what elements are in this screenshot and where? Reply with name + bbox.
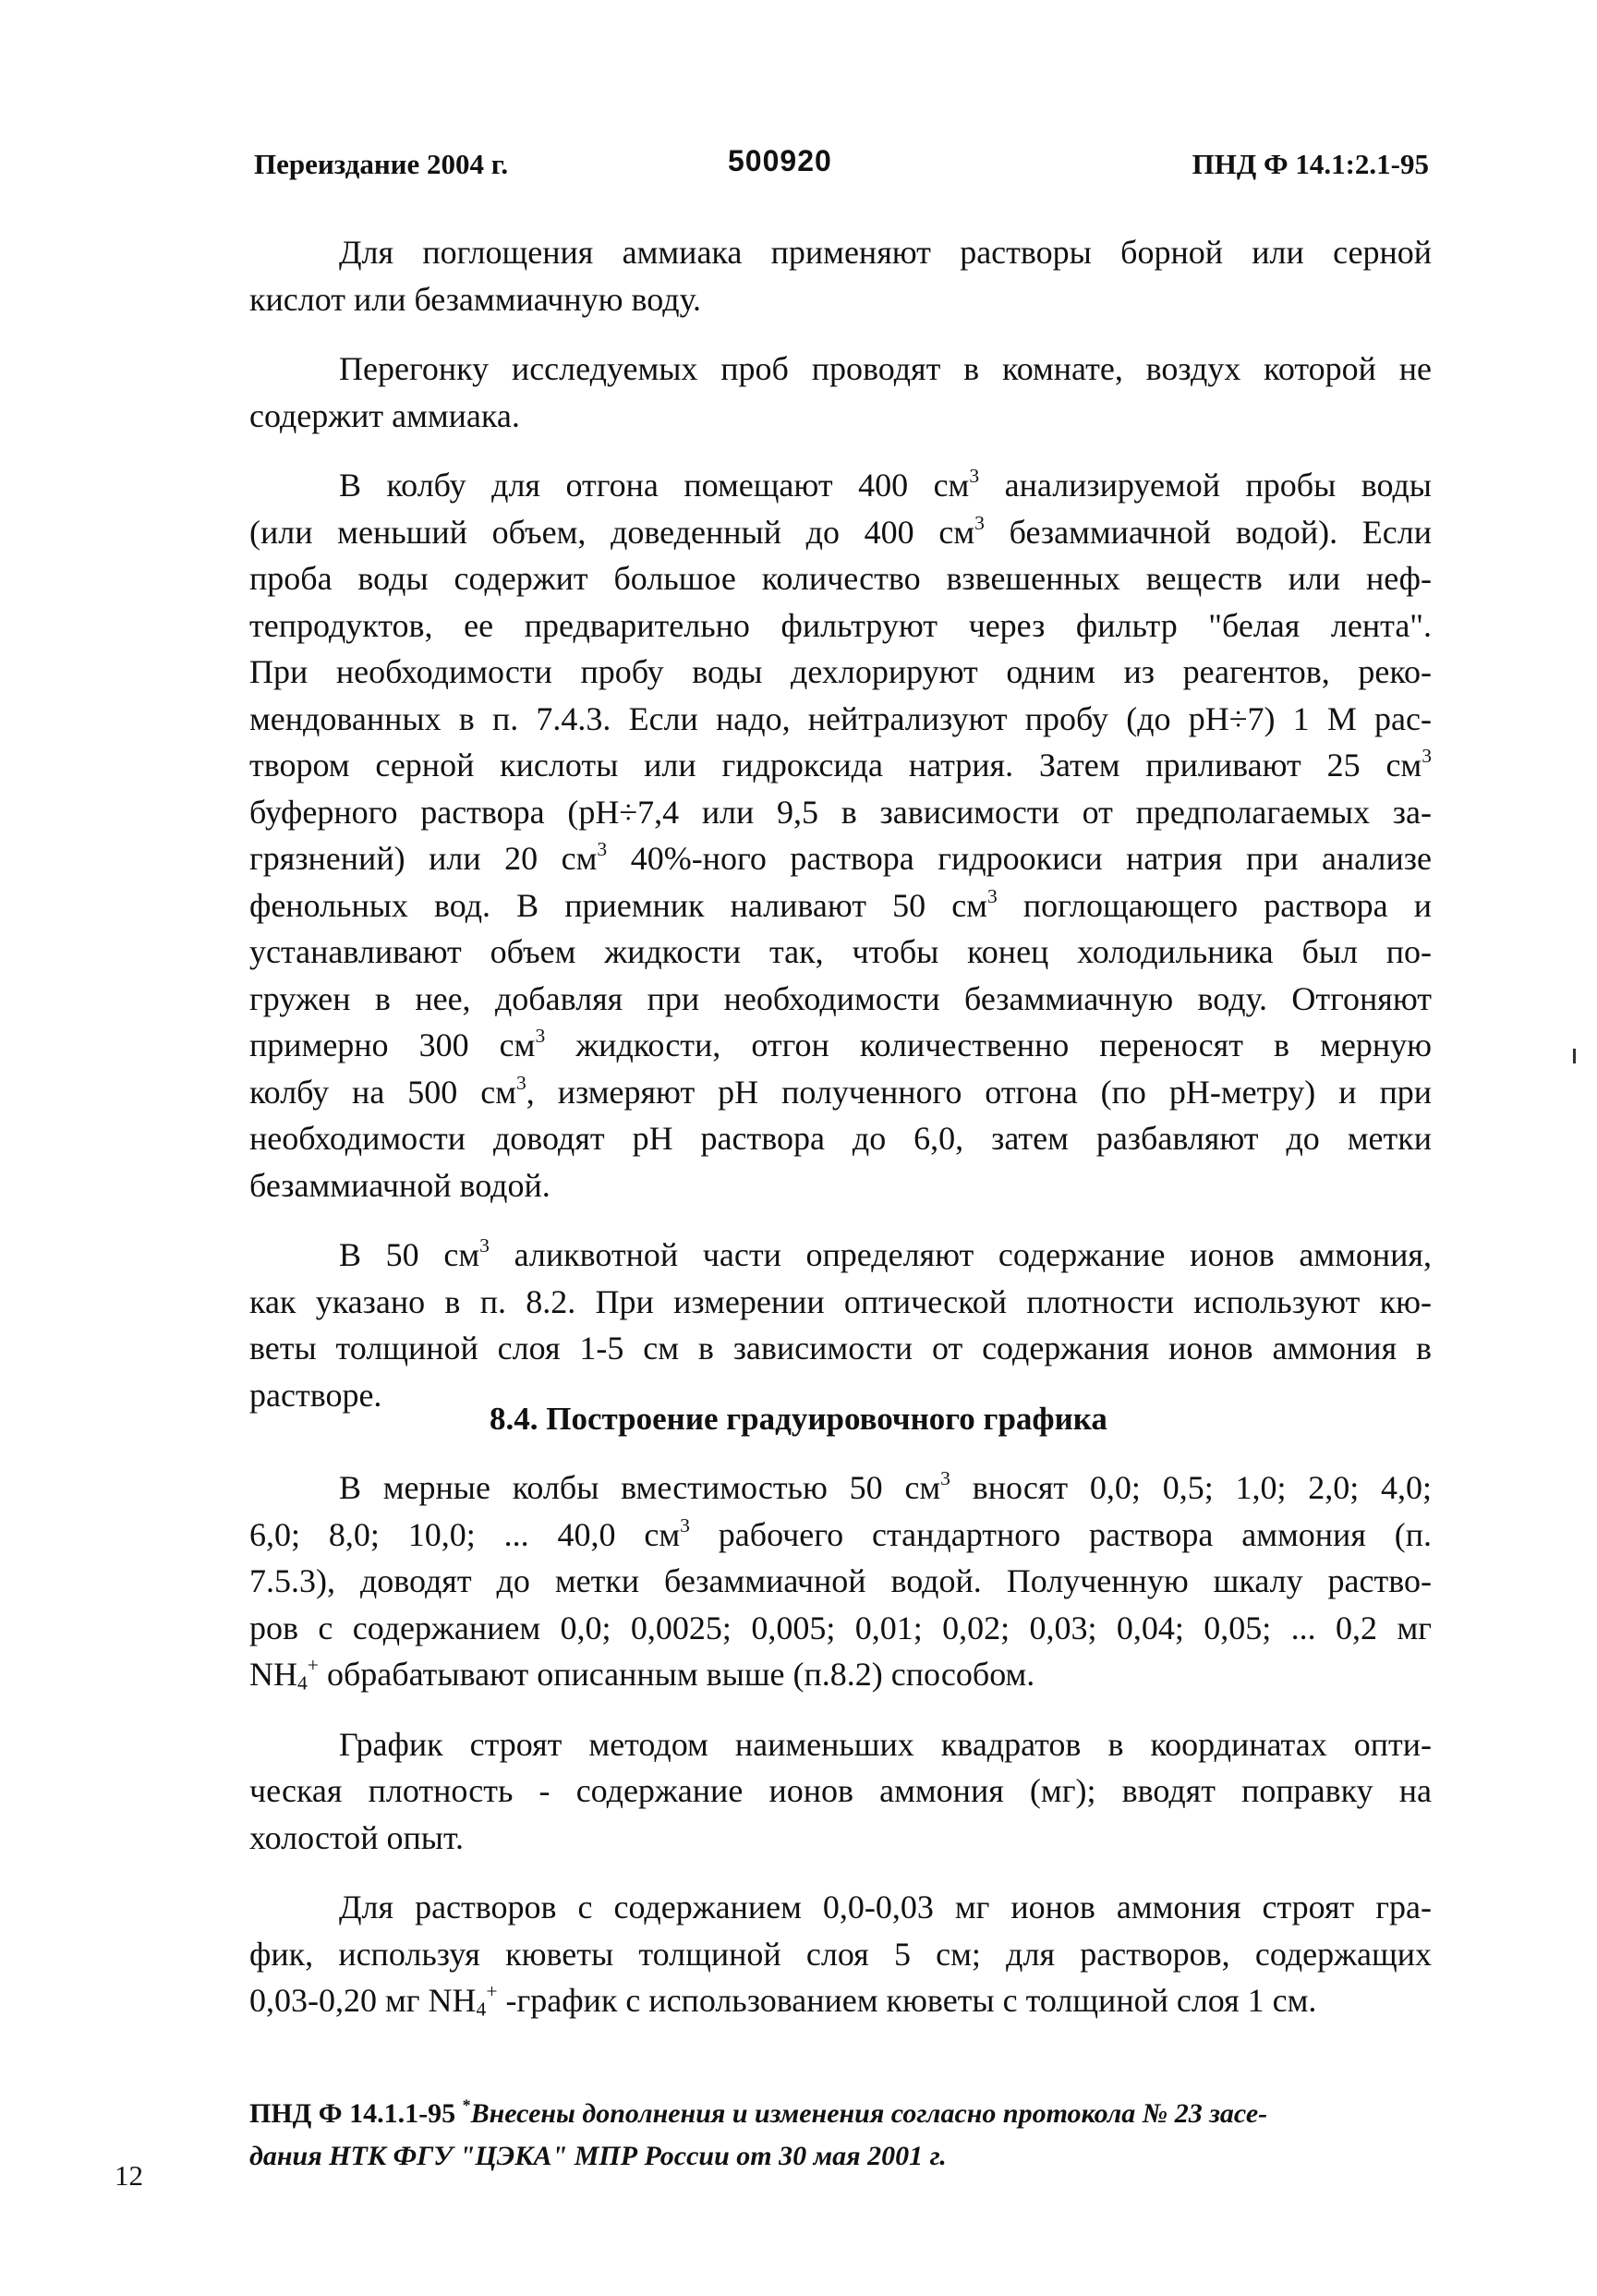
- text-line: растворе.: [249, 1376, 382, 1414]
- text-line: мендованных в п. 7.4.3. Если надо, нейтрализуют пробу (до рН÷7) 1 М рас-: [249, 699, 1432, 737]
- text-line: твором серной кислоты или гидроксида натрия. Затем приливают 25 $см^3$: [249, 744, 1432, 784]
- footnote-text: Внесены дополнения и изменения согласно протокола № 23 засе-: [470, 2098, 1268, 2129]
- text-line: В 50 $см^3$ аликвотной части определяют содержание ионов аммония,: [339, 1233, 1432, 1273]
- text-line: Для растворов с содержанием 0,0-0,03 мг ионов аммония строят гра-: [339, 1889, 1432, 1925]
- text-line: В мерные колбы вместимостью 50 $см^3$ вносят 0,0; 0,5; 1,0; 2,0; 4,0;: [339, 1466, 1432, 1506]
- text-line: График строят методом наименьших квадратов в координатах опти-: [339, 1725, 1432, 1763]
- header-left: Переиздание 2004 г.: [254, 148, 509, 180]
- text-line: $NH_4^+$ обрабатывают описанным выше (п.8.2) способом.: [249, 1653, 1035, 1695]
- text-line: холостой опыт.: [249, 1818, 464, 1856]
- text-line: 0,03-0,20 мг $NH_4^+$ -график с использованием кюветы с толщиной слоя 1 см.: [249, 1979, 1317, 2021]
- text-line: В колбу для отгона помещают 400 $см^3$ анализируемой пробы воды: [339, 464, 1432, 504]
- text-line: кислот или безаммиачную воду.: [249, 280, 701, 318]
- text-line: (или меньший объем, доведенный до 400 $см^3$ безаммиачной водой). Если: [249, 511, 1433, 551]
- paragraph-least-squares: [249, 1721, 1432, 1862]
- text-line: необходимости доводят рН раствора до 6,0, затем разбавляют до метки: [249, 1120, 1432, 1157]
- footnote-text-cont: дания НТК ФГУ "ЦЭКА" МПР России от 30 мая 2001 г.: [249, 2141, 947, 2171]
- text-line: колбу на 500 $см^3$, измеряют рН полученного отгона (по рН-метру) и при: [249, 1071, 1432, 1111]
- margin-mark: [1573, 1049, 1576, 1063]
- text-line: ческая плотность - содержание ионов аммония (мг); вводят поправку на: [249, 1772, 1432, 1809]
- text-line: содержит аммиака.: [249, 396, 520, 434]
- text-block-bottom: [249, 1464, 1432, 2024]
- text-line: 6,0; 8,0; 10,0; ... 40,0 $см^3$ рабочего стандартного раствора аммония (п.: [249, 1513, 1433, 1553]
- text-line: фенольных вод. В приемник наливают 50 $см^3$ поглощающего раствора и: [249, 884, 1432, 924]
- paragraph-distillation-procedure: [249, 462, 1432, 1209]
- section-title: 8.4. Построение градуировочного графика: [490, 1401, 1107, 1437]
- text-line: фик, используя кюветы толщиной слоя 5 см; для растворов, содержащих: [249, 1935, 1432, 1973]
- text-line: Для поглощения аммиака применяют растворы борной или серной: [339, 234, 1432, 271]
- footnote-mark: *: [462, 2096, 471, 2115]
- page-number: 12: [115, 2159, 143, 2192]
- text-line: гружен в нее, добавляя при необходимости безаммиачную воду. Отгоняют: [249, 979, 1432, 1017]
- text-line: проба воды содержит большое количество взвешенных веществ или неф-: [249, 560, 1432, 597]
- text-line: буферного раствора (рН÷7,4 или 9,5 в зависимости от предполагаемых за-: [249, 793, 1432, 831]
- paragraph-calibration-solutions: [249, 1464, 1432, 1698]
- text-line: 7.5.3), доводят до метки безаммиачной водой. Полученную шкалу раство-: [249, 1562, 1432, 1599]
- text-line: примерно 300 $см^3$ жидкости, отгон количественно переносят в мерную: [249, 1024, 1432, 1063]
- footnote-code: ПНД Ф 14.1.1-95: [249, 2098, 463, 2129]
- footnote: [249, 2093, 1432, 2178]
- header-right: ПНД Ф 14.1:2.1-95: [1192, 148, 1429, 180]
- text-line: как указано в п. 8.2. При измерении оптической плотности используют кю-: [249, 1282, 1432, 1320]
- paragraph-cuvette-ranges: [249, 1884, 1432, 2024]
- text-line: При необходимости пробу воды дехлорируют одним из реагентов, реко-: [249, 653, 1432, 690]
- text-line: грязнений) или 20 $см^3$ 40%-ного раствора гидроокиси натрия при анализе: [249, 837, 1432, 877]
- text-line: ров с содержанием 0,0; 0,0025; 0,005; 0,01; 0,02; 0,03; 0,04; 0,05; ... 0,2 мг: [249, 1609, 1432, 1646]
- paragraph-ammonia-absorption: [249, 229, 1432, 322]
- paragraph-aliquot-measurement: [249, 1232, 1432, 1418]
- text-line: Перегонку исследуемых проб проводят в комнате, воздух которой не: [339, 350, 1432, 387]
- text-line: веты толщиной слоя 1-5 см в зависимости от содержания ионов аммония в: [249, 1330, 1432, 1367]
- header-document-number: 500920: [728, 144, 832, 177]
- text-block-top: [249, 229, 1432, 1418]
- text-line: устанавливают объем жидкости так, чтобы конец холодильника был по-: [249, 933, 1432, 970]
- paragraph-distillation-room: [249, 346, 1432, 439]
- text-line: тепродуктов, ее предварительно фильтруют через фильтр "белая лента".: [249, 606, 1432, 644]
- text-line: безаммиачной водой.: [249, 1166, 550, 1204]
